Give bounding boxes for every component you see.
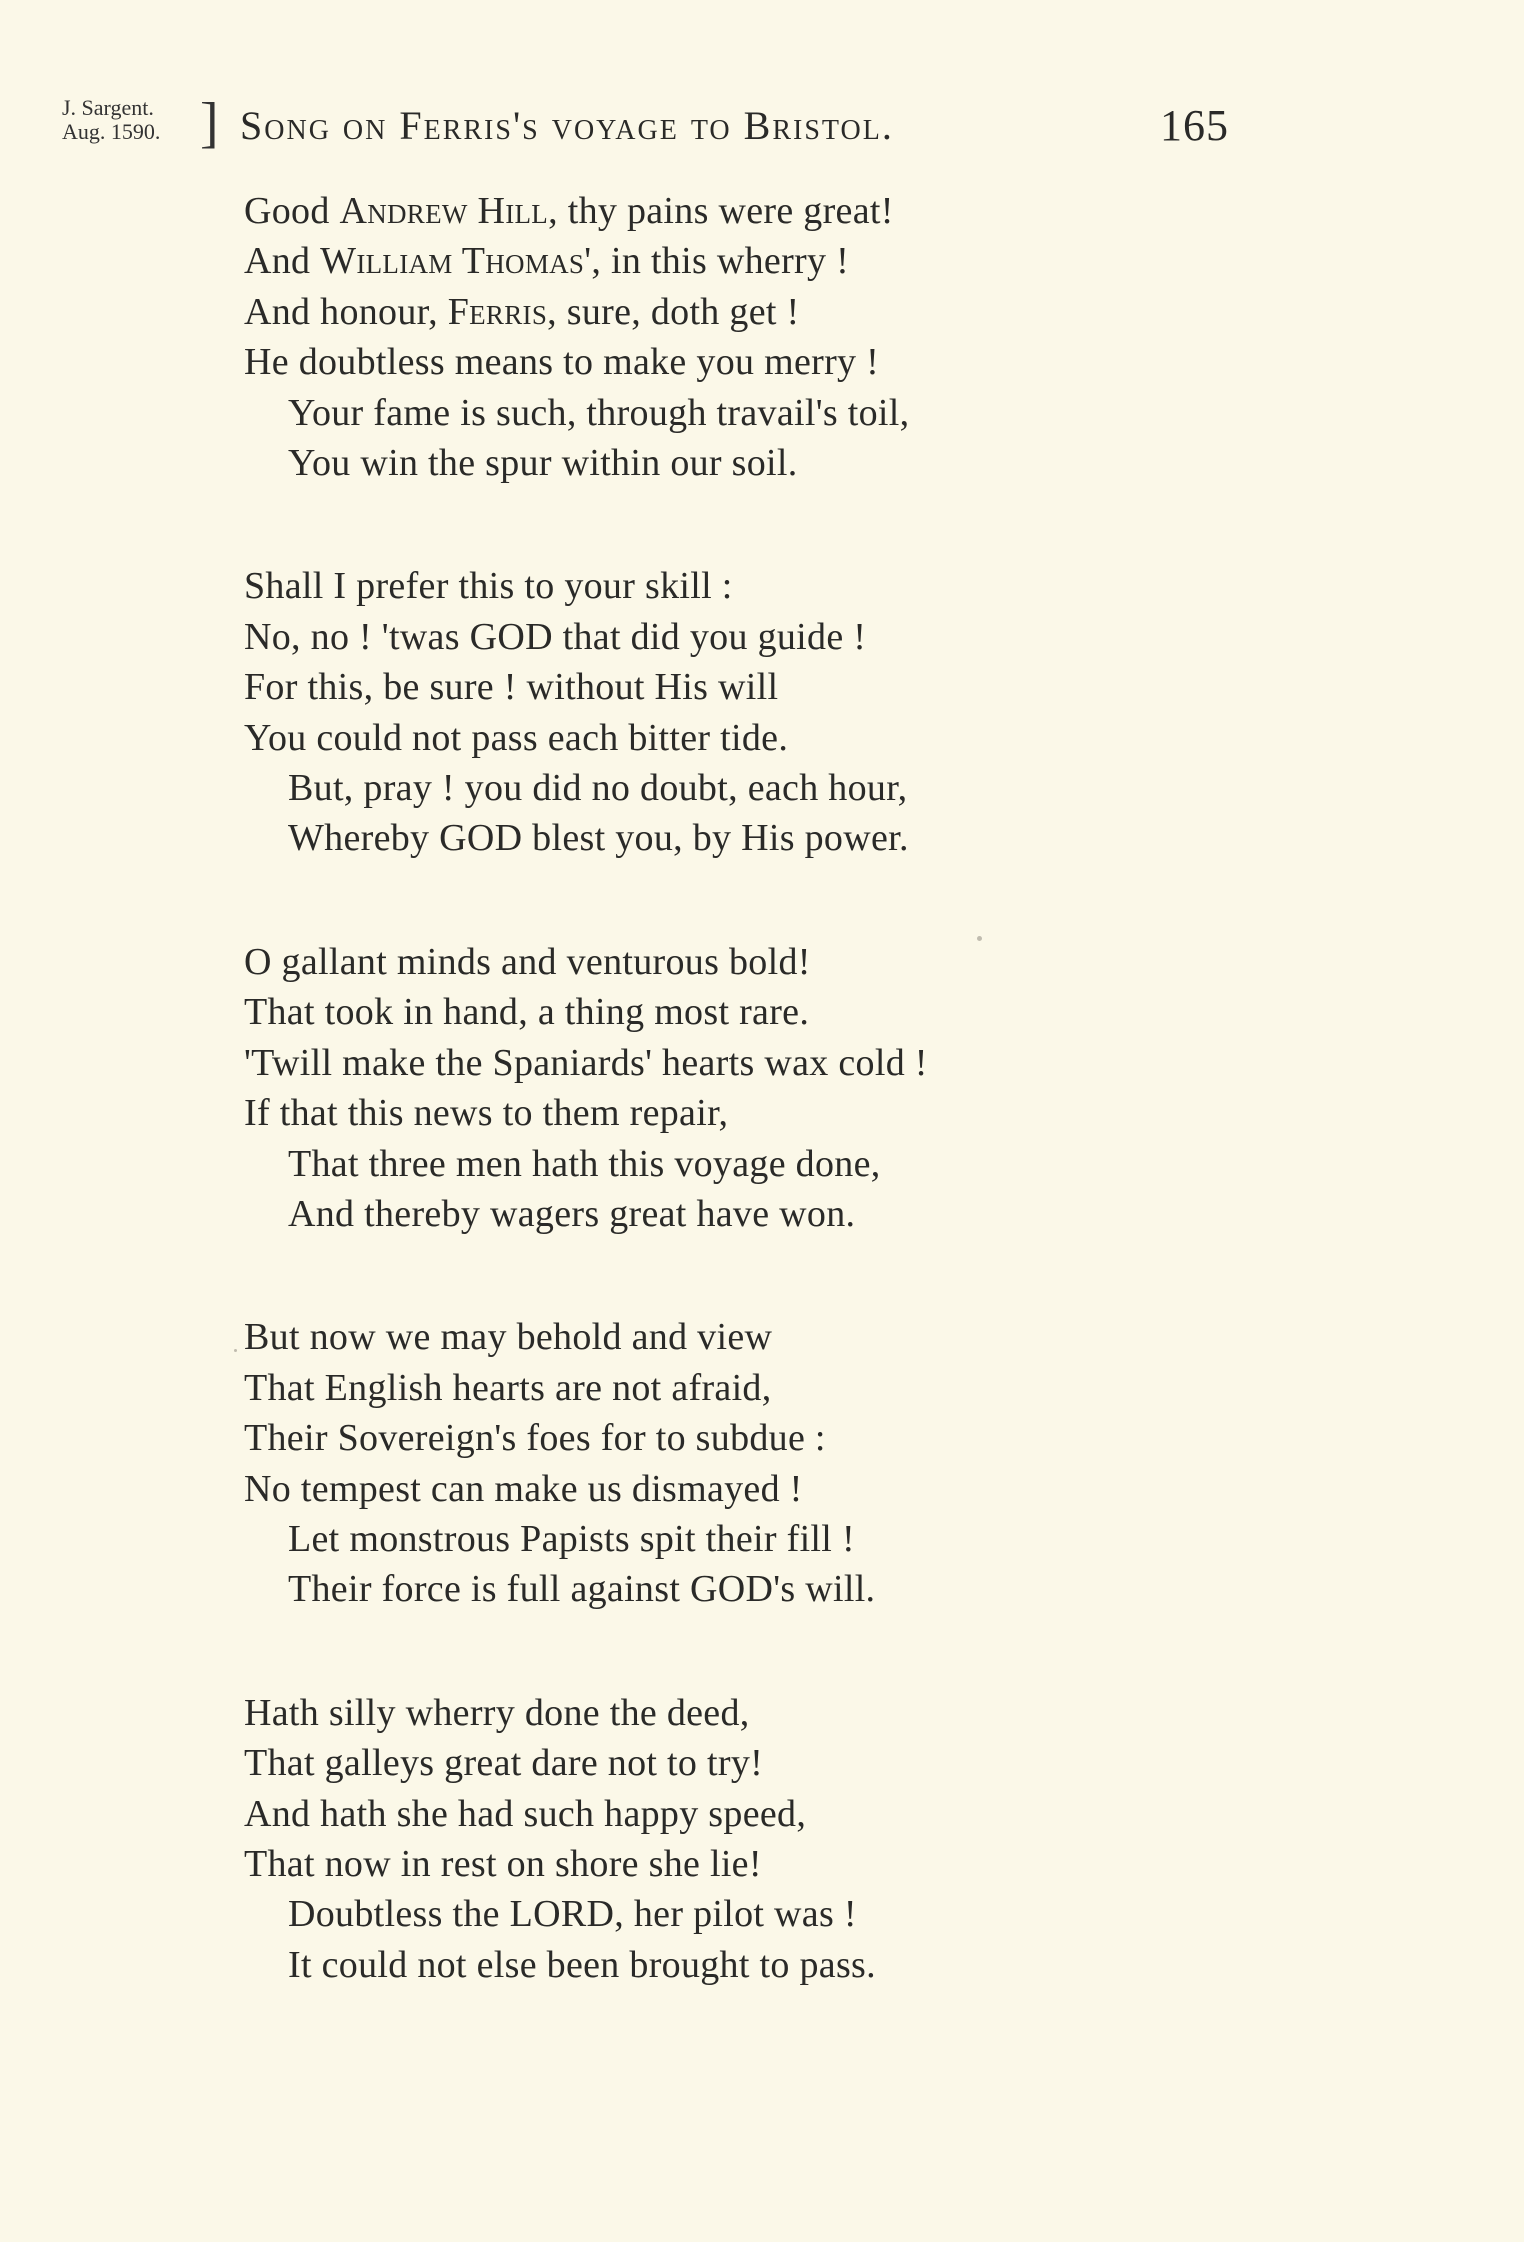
stanza (244, 561, 1244, 863)
poem-line (244, 1514, 1244, 1564)
page-number: 165 (1160, 101, 1229, 150)
poem-line (244, 937, 1244, 987)
line-text: Whereby GOD blest you, by His power. (288, 817, 909, 860)
running-title: Song on Ferris's voyage to Bristol. (240, 103, 894, 148)
poem-line (244, 337, 1244, 387)
poem-line (244, 1464, 1244, 1514)
line-text: No tempest can make us dismayed ! (244, 1467, 803, 1510)
poem-line (244, 713, 1244, 763)
paper-speck (234, 1349, 237, 1352)
margin-note-date: Aug. 1590. (62, 119, 161, 144)
poem (244, 186, 1244, 1990)
line-text: 'Twill make the Spaniards' hearts wax cold ! (244, 1041, 928, 1084)
margin-note-bracket: ] (200, 92, 219, 154)
line-text: That galleys great dare not to try! (244, 1742, 764, 1785)
poem-line (244, 236, 1244, 286)
poem-line (244, 1363, 1244, 1413)
poem-line (244, 763, 1244, 813)
poem-line (244, 1413, 1244, 1463)
paper-speck (977, 936, 982, 941)
stanza (244, 1688, 1244, 1990)
stanza (244, 1312, 1244, 1614)
line-text: He doubtless means to make you merry ! (244, 341, 880, 384)
line-text: And honour, (244, 290, 448, 333)
margin-note-author: J. Sargent. (62, 95, 154, 120)
line-text: , sure, doth get ! (547, 290, 800, 333)
poem-line (244, 1038, 1244, 1088)
line-text: Their Sovereign's foes for to subdue : (244, 1417, 826, 1460)
stanza (244, 186, 1244, 488)
poem-line (244, 1839, 1244, 1889)
poem-line (244, 561, 1244, 611)
line-text: That now in rest on shore she lie! (244, 1842, 762, 1885)
poem-line (244, 813, 1244, 863)
line-text: You could not pass each bitter tide. (244, 716, 789, 759)
line-text: And thereby wagers great have won. (288, 1192, 856, 1235)
line-text: Good (244, 190, 340, 232)
poem-line (244, 1940, 1244, 1990)
poem-line (244, 1088, 1244, 1138)
poem-line (244, 612, 1244, 662)
margin-note (62, 92, 219, 154)
proper-name: Andrew Hill (339, 190, 549, 232)
line-text: That English hearts are not afraid, (244, 1366, 772, 1409)
line-text: Shall I prefer this to your skill : (244, 565, 733, 608)
poem-line (244, 287, 1244, 337)
poem-line (244, 1139, 1244, 1189)
line-text: O gallant minds and venturous bold! (244, 940, 811, 983)
line-text: And (244, 240, 321, 283)
line-text: That three men hath this voyage done, (288, 1142, 881, 1185)
line-text: It could not else been brought to pass. (288, 1943, 876, 1986)
poem-line (244, 1564, 1244, 1614)
line-text: That took in hand, a thing most rare. (244, 991, 810, 1034)
poem-line (244, 1189, 1244, 1239)
poem-line (244, 1738, 1244, 1788)
proper-name: William Thomas (320, 240, 585, 283)
proper-name: Ferris (447, 290, 548, 333)
line-text: Doubtless the LORD, her pilot was ! (288, 1893, 857, 1936)
line-text: But, pray ! you did no doubt, each hour, (288, 767, 908, 810)
poem-line (244, 1312, 1244, 1362)
line-text: Their force is full against GOD's will. (288, 1568, 876, 1611)
line-text: , thy pains were great! (548, 190, 894, 232)
line-text: Your fame is such, through travail's toil, (288, 391, 910, 434)
poem-line (244, 1688, 1244, 1738)
poem-line (244, 1789, 1244, 1839)
poem-line (244, 1889, 1244, 1939)
poem-line (244, 662, 1244, 712)
poem-line (244, 186, 1244, 236)
poem-line (244, 388, 1244, 438)
line-text: If that this news to them repair, (244, 1092, 729, 1135)
stanza (244, 937, 1244, 1239)
line-text: No, no ! 'twas GOD that did you guide ! (244, 615, 867, 658)
poem-line (244, 438, 1244, 488)
line-text: ', in this wherry ! (584, 240, 850, 283)
line-text: And hath she had such happy speed, (244, 1792, 807, 1835)
poem-line (244, 987, 1244, 1037)
line-text: Hath silly wherry done the deed, (244, 1691, 750, 1734)
line-text: But now we may behold and view (244, 1316, 773, 1359)
line-text: You win the spur within our soil. (288, 442, 798, 485)
line-text: For this, be sure ! without His will (244, 666, 779, 709)
line-text: Let monstrous Papists spit their fill ! (288, 1517, 855, 1560)
